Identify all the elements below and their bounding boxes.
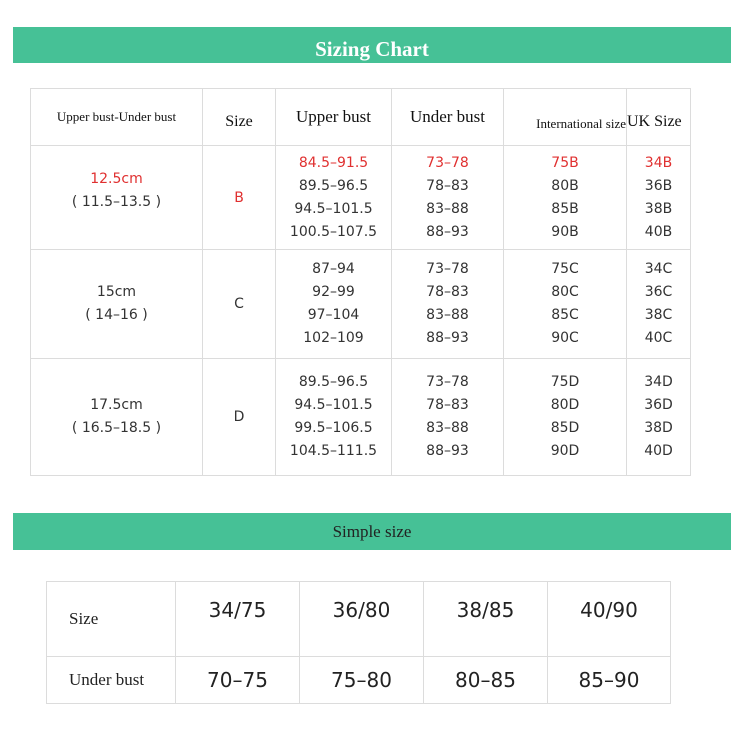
international-size-value: 85C [551,307,579,323]
international-size-value: 75D [550,374,580,390]
header-upper-under: Upper bust-Under bust [31,89,203,146]
upper-bust-value: 102–109 [303,330,364,346]
upper-bust-value: 100.5–107.5 [289,223,378,240]
bust-difference-range: ( 16.5–18.5 ) [71,420,162,436]
under-bust-value: 78–83 [426,284,469,300]
bust-difference-cell [31,359,203,476]
simple-size-row [47,582,671,657]
under-bust-cell [392,359,504,476]
header-international-size: International size [504,89,627,146]
international-size-cell [504,146,627,250]
bust-difference: 12.5cm [90,170,143,187]
under-bust-cell [392,250,504,359]
international-size-value: 80B [551,177,579,194]
simple-size-value: 34/75 [176,582,300,657]
international-size-value: 90D [550,443,580,459]
under-bust-value: 83–88 [426,200,469,217]
uk-size-cell [627,146,691,250]
size-group-row [31,250,691,359]
simple-size-title: Simple size [332,521,412,541]
upper-bust-value: 97–104 [307,307,360,323]
upper-bust-value: 104.5–111.5 [289,443,378,459]
upper-bust-cell [276,250,392,359]
simple-size-value: 40/90 [548,582,671,657]
header-size: Size [203,89,276,146]
simple-size-banner [13,513,731,550]
international-size-value: 85B [551,200,579,217]
under-bust-value: 88–93 [426,443,469,459]
cup-size: C [234,296,244,312]
uk-size-value: 36B [644,177,673,194]
upper-bust-value: 94.5–101.5 [294,200,373,217]
uk-size-value: 36C [644,284,673,300]
simple-under-row [47,657,671,704]
bust-difference-cell [31,250,203,359]
cup-size: B [234,189,244,206]
international-size-cell [504,359,627,476]
sizing-chart-banner [13,27,731,63]
uk-size-value: 34D [644,374,673,390]
upper-bust-value: 87–94 [312,261,355,277]
simple-under-value: 85–90 [548,657,671,704]
uk-size-value: 38C [644,307,673,323]
cup-size-cell [203,146,276,250]
upper-bust-cell [276,359,392,476]
cup-size-cell [203,250,276,359]
size-group-row [31,359,691,476]
cup-size-cell [203,359,276,476]
international-size-value: 80C [551,284,579,300]
sizing-table [30,88,691,476]
uk-size-value: 40B [644,223,673,240]
simple-under-value: 80–85 [424,657,548,704]
uk-size-value: 36D [644,397,673,413]
under-bust-value: 88–93 [426,223,469,240]
bust-difference-cell [31,146,203,250]
international-size-value: 75C [551,261,579,277]
bust-difference-range: ( 14–16 ) [85,307,148,323]
simple-size-table [46,581,671,704]
size-group-row [31,146,691,250]
uk-size-value: 38D [644,420,673,436]
international-size-value: 75B [551,154,579,171]
upper-bust-value: 84.5–91.5 [298,154,369,171]
bust-difference-range: ( 11.5–13.5 ) [71,193,162,210]
uk-size-value: 34B [644,154,673,171]
uk-size-value: 34C [644,261,673,277]
under-bust-cell [392,146,504,250]
uk-size-value: 40C [644,330,673,346]
under-bust-label: Under bust [47,657,176,704]
bust-difference: 15cm [96,284,137,300]
size-label: Size [47,582,176,657]
international-size-value: 90C [551,330,579,346]
under-bust-value: 73–78 [426,261,469,277]
sizing-header-row [31,89,691,146]
simple-size-value: 38/85 [424,582,548,657]
simple-size-value: 36/80 [300,582,424,657]
international-size-cell [504,250,627,359]
uk-size-value: 38B [644,200,673,217]
upper-bust-value: 94.5–101.5 [294,397,373,413]
upper-bust-value: 89.5–96.5 [298,177,369,194]
under-bust-value: 73–78 [426,154,469,171]
under-bust-value: 83–88 [426,307,469,323]
international-size-value: 90B [551,223,579,240]
upper-bust-value: 99.5–106.5 [294,420,373,436]
header-uk-size: UK Size [627,89,691,146]
header-under-bust: Under bust [392,89,504,146]
bust-difference: 17.5cm [90,397,143,413]
header-upper-bust: Upper bust [276,89,392,146]
under-bust-value: 78–83 [426,177,469,194]
simple-under-value: 70–75 [176,657,300,704]
simple-under-value: 75–80 [300,657,424,704]
uk-size-value: 40D [644,443,673,459]
cup-size: D [233,409,245,425]
upper-bust-cell [276,146,392,250]
international-size-value: 85D [550,420,580,436]
under-bust-value: 73–78 [426,374,469,390]
uk-size-cell [627,250,691,359]
upper-bust-value: 92–99 [312,284,355,300]
upper-bust-value: 89.5–96.5 [298,374,369,390]
under-bust-value: 88–93 [426,330,469,346]
international-size-value: 80D [550,397,580,413]
under-bust-value: 78–83 [426,397,469,413]
sizing-chart-title: Sizing Chart [315,37,429,61]
uk-size-cell [627,359,691,476]
under-bust-value: 83–88 [426,420,469,436]
